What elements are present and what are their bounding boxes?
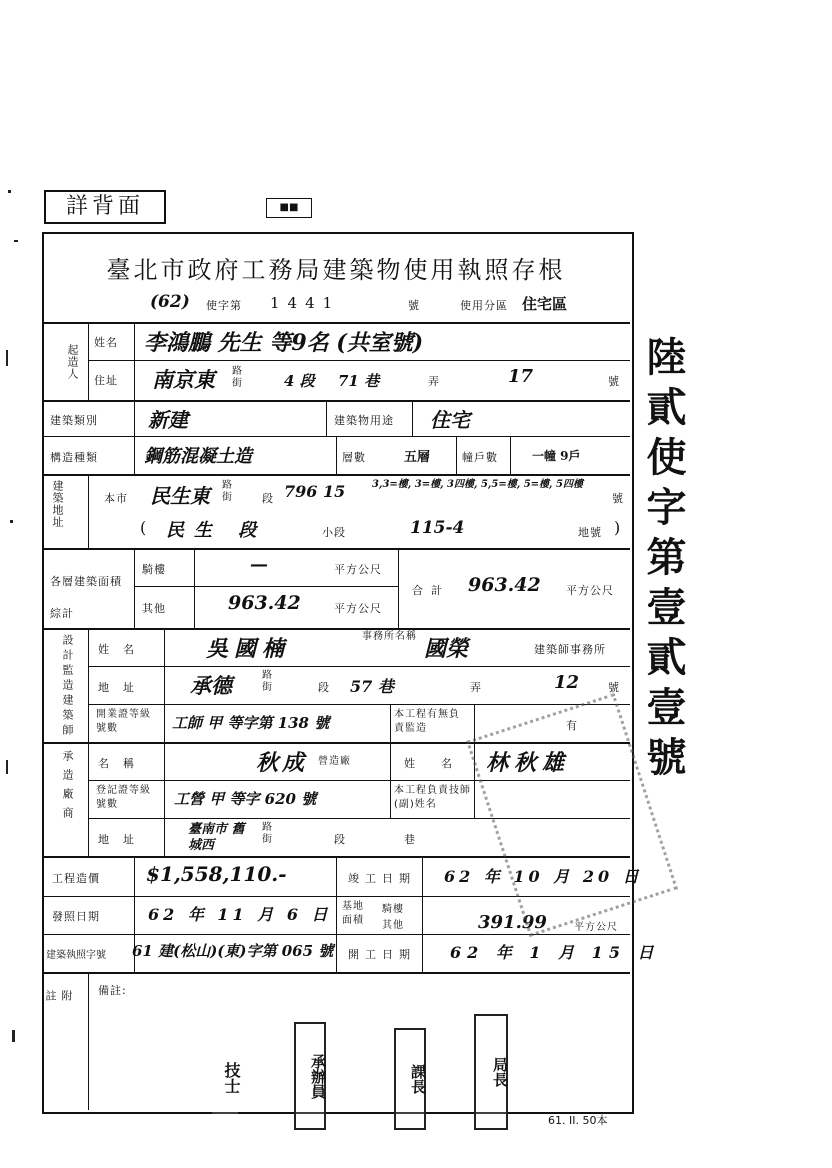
designer-section-label: 設計監造建築師 (61, 634, 74, 739)
applicant-section: 4 段 (284, 372, 315, 390)
permit-number-line (150, 292, 620, 316)
base-unit: 平方公尺 (574, 922, 618, 933)
detail-back-label: 詳背面 (44, 190, 166, 224)
designer-road: 承德 (190, 673, 232, 698)
contractor-address: 臺南市 舊城西 (188, 822, 245, 853)
applicant-number-label: 號 (608, 375, 620, 388)
contractor-lane: 巷 (404, 833, 416, 846)
contractor-road-suffix: 路街 (262, 822, 273, 845)
scan-speck (14, 240, 18, 242)
applicant-name: 李鴻鵬 先生 等9名 (共室號) (144, 330, 424, 356)
supervisor-value: 有 (566, 719, 578, 732)
land-subsection: 小段 (322, 526, 346, 539)
land-number: 115-4 (410, 518, 465, 538)
tech-label: 本工程負責技師(副)姓名 (394, 785, 471, 810)
form-frame (42, 232, 634, 1114)
applicant-lane: 71 巷 (338, 372, 380, 390)
base-label: 基地面積 (342, 901, 364, 926)
contractor-person-label: 姓名 (404, 757, 478, 770)
area-other-label: 其他 (142, 602, 166, 615)
units-label: 幢戶數 (462, 451, 498, 464)
area-section-label: 各層建築面積綜計 (50, 575, 122, 620)
base-other-label: 其他 (382, 920, 404, 931)
area-other-value: 963.42 (228, 592, 301, 614)
category-label: 建築類別 (50, 414, 98, 427)
site-road-suffix: 路街 (222, 480, 233, 503)
floors-label: 層數 (342, 451, 366, 464)
arcade-unit: 平方公尺 (334, 563, 382, 576)
area-other-unit: 平方公尺 (334, 602, 382, 615)
designer-name-label: 姓名 (98, 643, 148, 656)
designer-road-suffix: 路街 (262, 670, 273, 693)
zone-label: 使用分區 (460, 299, 508, 312)
site-extra-label: 號 (612, 492, 624, 505)
reg-label: 登記證等級號數 (96, 785, 151, 810)
structure-label: 構造種類 (50, 451, 98, 464)
land-number-label: 地號 (578, 526, 602, 539)
designer-section: 段 (318, 681, 330, 694)
supervisor-label: 本工程有無負責監造 (394, 709, 460, 734)
issue-value: 62 年 11 月 6 日 (148, 905, 332, 924)
stamp-clerk: 承辦員 (294, 1022, 326, 1130)
applicant-name-label: 姓名 (94, 336, 118, 349)
applicant-road-suffix: 路街 (232, 366, 243, 389)
area-total-value: 963.42 (468, 574, 541, 596)
arcade-value: — (250, 554, 268, 575)
base-arcade-label: 騎樓 (382, 904, 404, 915)
cost-label: 工程造價 (52, 872, 100, 885)
permit-number: 1441 (270, 294, 341, 312)
stamp-section-chief: 課長 (394, 1028, 426, 1130)
contractor-name: 秋成 (256, 750, 309, 776)
applicant-section-label: 起造人 (66, 344, 79, 380)
site-road: 民生東 (150, 484, 210, 508)
applicant-alley-label: 弄 (428, 375, 440, 388)
designer-number-label: 號 (608, 681, 620, 694)
arcade-label: 騎樓 (142, 563, 166, 576)
units-value: 一幢 9戶 (532, 449, 581, 463)
corner-mark: ■■ (266, 198, 312, 218)
contractor-section: 段 (334, 833, 346, 846)
scan-speck (6, 760, 8, 774)
site-extra: 3,3=樓, 3=樓, 3四樓, 5,5=樓, 5=樓, 5四樓 (372, 479, 583, 490)
build-permit-label: 建築執照字號 (46, 950, 106, 961)
floors-value: 五層 (404, 450, 431, 465)
remarks-section-label: 附註 (44, 990, 73, 1061)
structure-value: 鋼筋混凝土造 (144, 446, 252, 467)
start-label: 開工日期 (348, 948, 416, 961)
site-section-label: 建築地址 (51, 480, 64, 528)
scan-speck (8, 190, 11, 193)
land-section: 民生 段 (166, 520, 267, 541)
site-section-no: 段 (262, 492, 274, 505)
site-number-detail: 796 15 (284, 482, 346, 501)
permit-suffix: 號 (408, 299, 420, 312)
contractor-name-suffix: 營造廠 (318, 756, 351, 767)
designer-address-label: 地址 (98, 681, 148, 694)
contractor-person: 林秋雄 (486, 750, 571, 776)
applicant-road: 南京東 (152, 367, 215, 392)
office-label: 事務所名稱 (362, 631, 417, 642)
completion-label: 竣工日期 (348, 872, 416, 885)
use-value: 住宅 (430, 408, 470, 432)
site-paren-close: ) (614, 518, 621, 537)
stamp-director: 局長 (474, 1014, 508, 1130)
form-title: 臺北市政府工務局建築物使用執照存根 (106, 256, 566, 284)
applicant-address-label: 住址 (94, 374, 118, 387)
site-paren-open: ( (140, 518, 147, 537)
use-label: 建築物用途 (334, 414, 394, 427)
footer-code: 61. II. 50本 (548, 1114, 608, 1127)
contractor-name-label: 名稱 (98, 757, 148, 770)
scan-speck (10, 520, 13, 523)
cost-value: $1,558,110.- (146, 862, 287, 886)
reg-value: 工營 甲 等字 620 號 (174, 790, 317, 808)
contractor-section-label: 承造廠商 (61, 750, 74, 826)
office-value: 國榮 (424, 636, 469, 662)
stamp-technician: 技士 (212, 1030, 238, 1126)
site-city: 本市 (104, 492, 128, 505)
designer-alley-label: 弄 (470, 681, 482, 694)
scan-speck (12, 1030, 15, 1042)
designer-lane: 57 巷 (350, 677, 394, 696)
contractor-address-label: 地址 (98, 833, 148, 846)
designer-number: 12 (554, 672, 580, 693)
applicant-number: 17 (508, 366, 534, 387)
area-total-unit: 平方公尺 (566, 584, 614, 597)
designer-name: 吳國楠 (206, 636, 291, 662)
permit-prefix: 使字第 (206, 299, 242, 312)
zone-value: 住宅區 (522, 295, 568, 313)
office-suffix: 建築師事務所 (534, 643, 606, 656)
license-label: 開業證等級號數 (96, 709, 151, 734)
issue-label: 發照日期 (52, 910, 100, 923)
permit-year: (62) (150, 292, 190, 312)
start-value: 62 年 1 月 15 日 (450, 943, 660, 962)
scan-speck (6, 350, 8, 366)
build-permit-value: 61 建(松山)(東)字第 065 號 (132, 942, 334, 960)
remarks-label: 備註: (98, 984, 127, 997)
completion-value: 62 年 10 月 20 日 (444, 867, 643, 886)
license-value: 工師 甲 等字第 138 號 (172, 714, 330, 732)
area-total-label: 合計 (412, 584, 450, 597)
side-permit-text: 陸貳使字第壹貳壹號 (640, 336, 687, 786)
category-value: 新建 (148, 408, 188, 432)
base-other-value: 391.99 (478, 912, 547, 933)
